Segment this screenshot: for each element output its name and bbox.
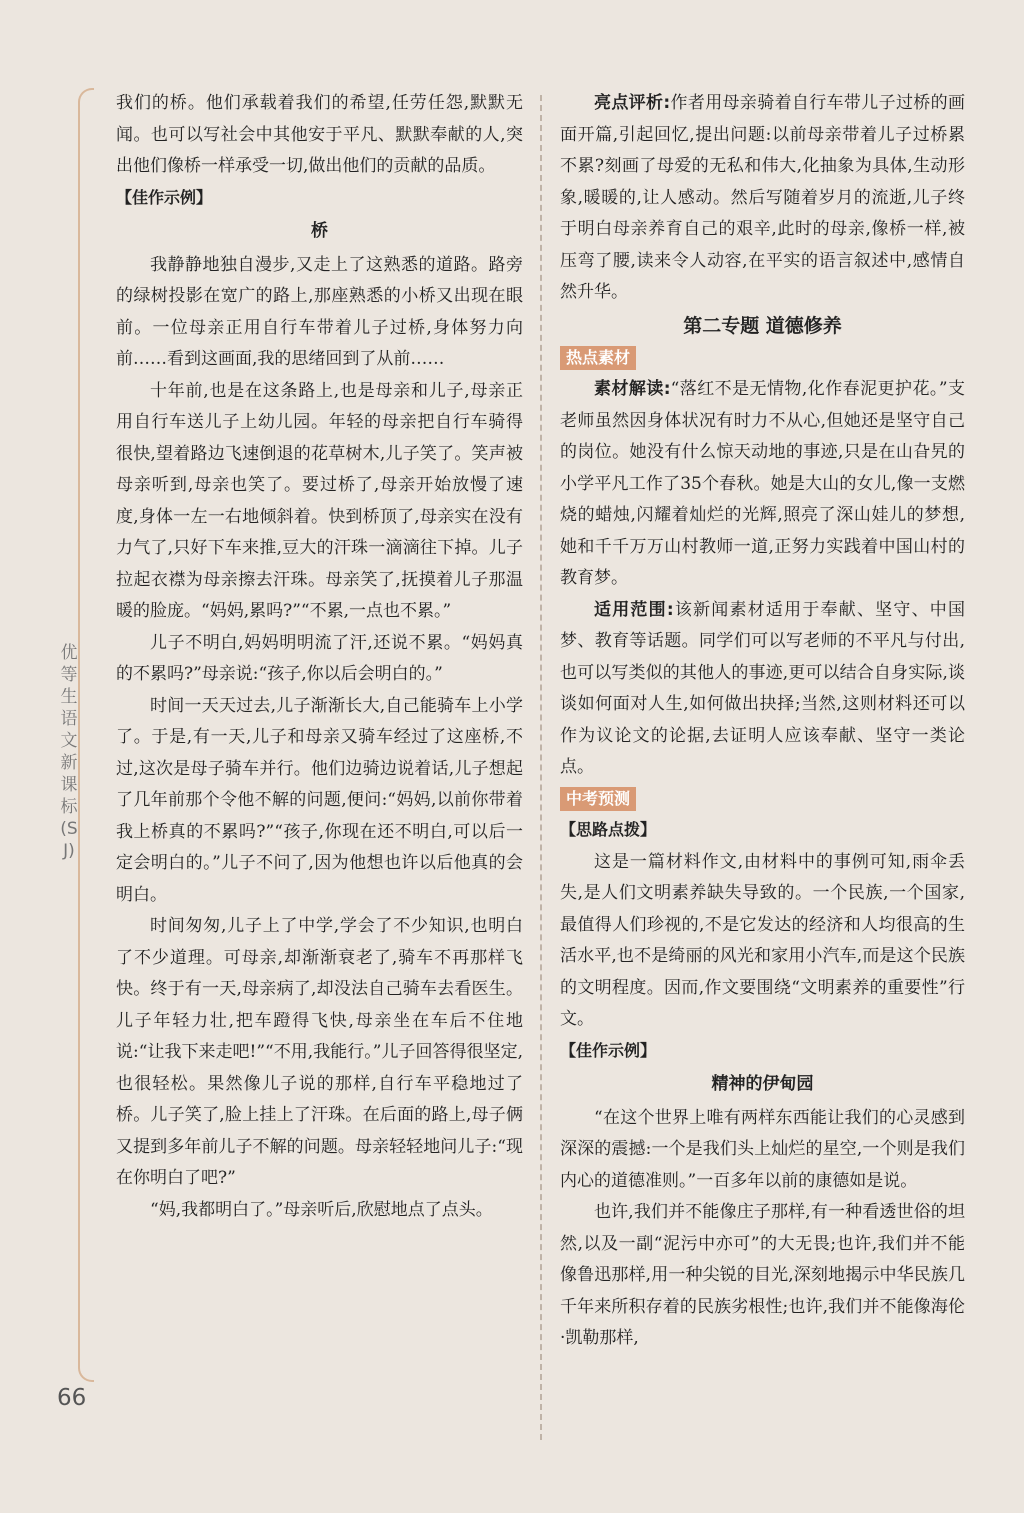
highlight-commentary (560, 88, 965, 309)
essay-title-right: 精神的伊甸园 (711, 1074, 814, 1094)
applicable-scope (560, 595, 965, 784)
highlight-lead: 亮点评析: (594, 93, 671, 113)
hot-material-badge: 热点素材 (560, 346, 636, 370)
intro-paragraph: 我们的桥。他们承载着我们的希望,任劳任怨,默默无闻。也可以写社会中其他安于平凡、默默奉献的人,突出他们像桥一样承受一切,做出他们的贡献的品质。 (116, 93, 523, 176)
essay-paragraph: 十年前,也是在这条路上,也是母亲和儿子,母亲正用自行车送儿子上幼儿园。年轻的母亲把自行车骑得很快,望着路边飞速倒退的花草树木,儿子笑了。笑声被母亲听到,母亲也笑了。要过桥了,母亲开始放慢了速度,身体一左一右地倾斜着。快到桥顶了,母亲实在没有力气了,只好下车来推,豆大的汗珠一滴滴往下掉。儿子拉起衣襟为母亲擦去汗珠。母亲笑了,抚摸着儿子那温暖的脸庞。“妈妈,累吗?”“不累,一点也不累。” (116, 380, 523, 621)
material-text: “落红不是无情物,化作春泥更护花。”支老师虽然因身体状况有时力不从心,但她还是坚守自己的岗位。她没有什么惊天动地的事迹,只是在山旮旯的小学平凡工作了35个春秋。她是大山的女儿,像一支燃烧的蜡烛,闪耀着灿烂的光辉,照亮了深山娃儿的梦想,她和千千万万山村教师一道,正努力实践着中国山村的教育梦。 (560, 379, 965, 588)
essay-title: 桥 (311, 221, 328, 241)
right-column (560, 88, 965, 1355)
thinking-tag: 【思路点拨】 (560, 820, 657, 839)
essay-paragraph: 儿子不明白,妈妈明明流了汗,还说不累。“妈妈真的不累吗?”母亲说:“孩子,你以后会明白的。” (116, 632, 523, 684)
thinking-text: 这是一篇材料作文,由材料中的事例可知,雨伞丢失,是人们文明素养缺失导致的。一个民族,一个国家,最值得人们珍视的,不是它发达的经济和人均很高的生活水平,也不是绮丽的风光和家用小汽车,而是这个民族的文明程度。因而,作文要围绕“文明素养的重要性”行文。 (560, 851, 965, 1029)
example-tag-right: 【佳作示例】 (560, 1040, 657, 1060)
essay-paragraph: 时间一天天过去,儿子渐渐长大,自己能骑车上小学了。于是,有一天,儿子和母亲又骑车经过了这座桥,不过,这次是母子骑车并行。他们边骑边说着话,儿子想起了几年前那个令他不解的问题,便问:“妈妈,以前你带着我上桥真的不累吗?”“孩子,你现在还不明白,可以后一定会明白的。”儿子不问了,因为他想也许以后他真的会明白。 (116, 695, 523, 905)
book-series-label: 优等生 语文 新课标(SJ) (60, 643, 78, 861)
scope-lead: 适用范围: (594, 599, 674, 620)
material-lead: 素材解读: (594, 379, 671, 399)
essay-paragraph-right: “在这个世界上唯有两样东西能让我们的心灵感到深深的震撼:一个是我们头上灿烂的星空,一个则是我们内心的道德准则。”一百多年以前的康德如是说。 (560, 1107, 965, 1191)
exam-prediction-badge: 中考预测 (560, 787, 636, 811)
material-interpretation (560, 374, 965, 595)
page-number: 66 (57, 1385, 87, 1411)
essay-paragraph: “妈,我都明白了。”母亲听后,欣慰地点了点头。 (150, 1199, 493, 1220)
left-column (116, 88, 523, 1226)
highlight-text: 作者用母亲骑着自行车带儿子过桥的画面开篇,引起回忆,提出问题:以前母亲带着儿子过桥累不累?刻画了母爱的无私和伟大,化抽象为具体,生动形象,暖暖的,让人感动。然后写随着岁月的流逝,儿子终于明白母亲养育自己的艰辛,此时的母亲,像桥一样,被压弯了腰,读来令人动容,在平实的语言叙述中,感情自然升华。 (560, 93, 965, 302)
example-tag: 【佳作示例】 (116, 187, 213, 207)
scope-text: 该新闻素材适用于奉献、坚守、中国梦、教育等话题。同学们可以写老师的不平凡与付出,也可以写类似的其他人的事迹,更可以结合自身实际,谈谈如何面对人生,如何做出抉择;当然,这则材料还可以作为议论文的论据,去证明人应该奉献、坚守一类论点。 (560, 599, 965, 777)
column-divider (540, 95, 542, 1440)
essay-paragraph-right: 也许,我们并不能像庄子那样,有一种看透世俗的坦然,以及一副“泥污中亦可”的大无畏;也许,我们并不能像鲁迅那样,用一种尖锐的目光,深刻地揭示中华民族几千年来所积存着的民族劣根性;也许,我们并不能像海伦·凯勒那样, (560, 1202, 965, 1348)
essay-paragraph: 时间匆匆,儿子上了中学,学会了不少知识,也明白了不少道理。可母亲,却渐渐衰老了,骑车不再那样飞快。终于有一天,母亲病了,却没法自己骑车去看医生。儿子年轻力壮,把车蹬得飞快,母亲坐在车后不住地说:“让我下来走吧!”“不用,我能行。”儿子回答得很坚定,也很轻松。果然像儿子说的那样,自行车平稳地过了桥。儿子笑了,脸上挂上了汗珠。在后面的路上,母子俩又提到多年前儿子不解的问题。母亲轻轻地问儿子:“现在你明白了吧?” (116, 916, 523, 1188)
sidebar (0, 0, 95, 1513)
essay-paragraph: 我静静地独自漫步,又走上了这熟悉的道路。路旁的绿树投影在宽广的路上,那座熟悉的小桥又出现在眼前。一位母亲正用自行车带着儿子过桥,身体努力向前……看到这画面,我的思绪回到了从前…… (116, 254, 523, 369)
section-title: 第二专题 道德修养 (683, 314, 842, 337)
